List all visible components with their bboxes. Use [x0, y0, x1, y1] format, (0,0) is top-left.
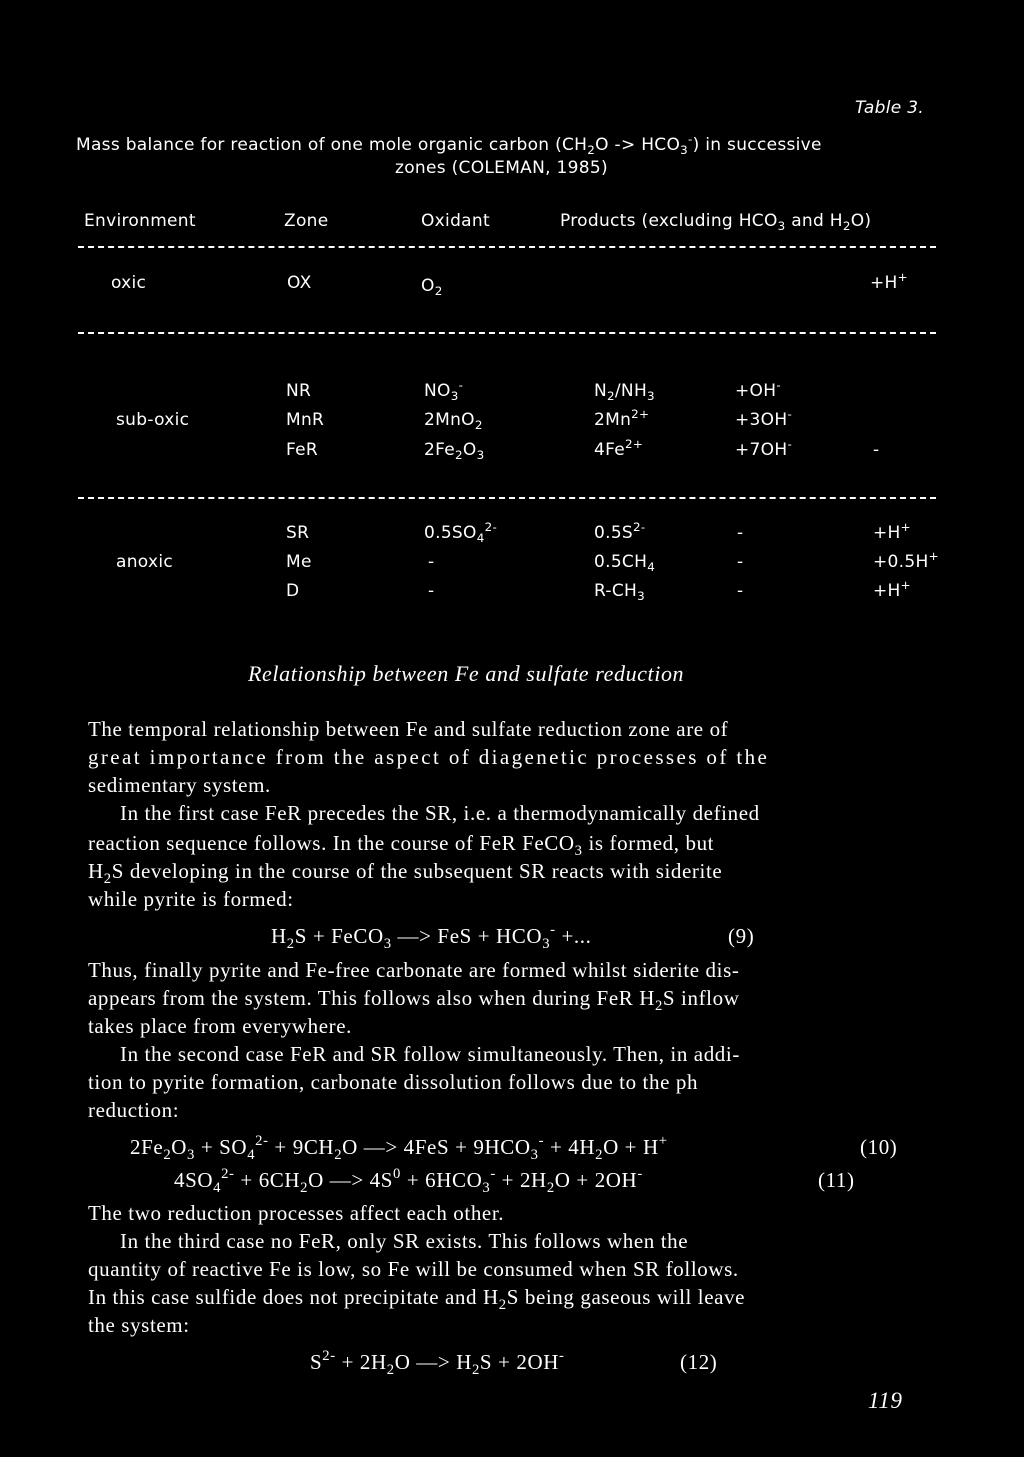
paragraph-line: quantity of reactive Fe is low, so Fe will be consumed when SR follows.	[88, 1257, 739, 1281]
product-7oh: +7OH-	[735, 436, 793, 460]
paragraph-line: In this case sulfide does not precipitate and $H_2S$ being gaseous will leave	[88, 1285, 746, 1314]
product-dash: -	[873, 440, 880, 460]
paragraph-line: takes place from everywhere.	[88, 1014, 353, 1038]
paragraph-line: great importance from the aspect of diagenetic processes of the	[88, 745, 770, 769]
oxidant-no3: $NO_3^-$	[424, 377, 464, 404]
product-ch4: $0.5CH_4$	[594, 552, 656, 575]
table-caption-line2: zones (COLEMAN, 1985)	[395, 158, 608, 178]
product-h: +H+	[873, 519, 911, 543]
table-caption-line1: Mass balance for reaction of one mole organic carbon $(CH_2O -> HCO_3^-)$ in successive	[76, 131, 822, 158]
equation-number: (12)	[680, 1350, 718, 1374]
env-oxic: oxic	[111, 273, 147, 293]
paragraph-line: In the first case FeR precedes the SR, i.e. a thermodynamically defined	[120, 801, 760, 825]
paragraph-line: The two reduction processes affect each other.	[88, 1201, 505, 1225]
table-number: Table 3.	[855, 98, 925, 118]
paragraph-line: the system:	[88, 1313, 190, 1337]
oxidant-fe2o3: $2Fe_2O_3$	[424, 440, 485, 463]
product-n2-nh3: $N_2/NH_3$	[594, 381, 655, 404]
oxidant-o2: $O_2$	[421, 276, 443, 299]
paragraph-line: tion to pyrite formation, carbonate dissolution follows due to the ph	[88, 1070, 699, 1094]
equation-number: (10)	[860, 1135, 898, 1159]
zone-d: D	[286, 581, 300, 601]
zone-fer: FeR	[286, 440, 319, 460]
equation-10: $2Fe_2O_3 + SO_4^{2-} + 9CH_2O$ —> $4FeS + 9HCO_3^- + 4H_2O + H^+$	[130, 1133, 668, 1164]
oxidant-dash: -	[428, 581, 435, 601]
product-dash: -	[737, 523, 744, 543]
zone-mnr: MnR	[286, 410, 325, 430]
page-number: 119	[868, 1388, 903, 1413]
env-anoxic: anoxic	[116, 552, 174, 572]
product-3oh: +3OH-	[735, 406, 793, 430]
header-products: Products (excluding $HCO_3$ and $H_2O$)	[560, 211, 872, 234]
product-h: +H+	[873, 577, 911, 601]
product-fe: $4Fe^{2+}$	[594, 436, 644, 460]
paragraph-line: sedimentary system.	[88, 773, 271, 797]
zone-ox: OX	[287, 273, 312, 293]
product-mn: $2Mn^{2+}$	[594, 406, 650, 430]
paragraph-line: Thus, finally pyrite and Fe-free carbonate are formed whilst siderite dis-	[88, 958, 740, 982]
header-oxidant: Oxidant	[421, 211, 490, 231]
paragraph-line: while pyrite is formed:	[88, 887, 294, 911]
product-s: $0.5S^{2-}$	[594, 519, 646, 543]
zone-sr: SR	[286, 523, 310, 543]
header-zone: Zone	[284, 211, 329, 231]
equation-number: (9)	[728, 924, 755, 948]
equation-9: $H_2S$ + FeCO$_3$ —> FeS + $HCO_3^-$ +...	[271, 922, 592, 953]
product-dash: -	[737, 581, 744, 601]
equation-number: (11)	[818, 1168, 855, 1192]
table-divider	[78, 497, 936, 499]
table-divider	[78, 246, 936, 248]
oxidant-mno2: 2MnO$_2$	[424, 410, 483, 433]
paragraph-line: The temporal relationship between Fe and sulfate reduction zone are of	[88, 717, 729, 741]
paragraph-line: appears from the system. This follows also when during FeR $H_2S$ inflow	[88, 986, 740, 1015]
equation-12: $S^{2-} + 2H_2O$ —> $H_2S + 2OH^-$	[310, 1348, 565, 1379]
paragraph-line: $H_2S$ developing in the course of the subsequent SR reacts with siderite	[88, 859, 723, 888]
table-divider	[78, 332, 936, 334]
product-rch3: $R-CH_3$	[594, 581, 645, 604]
paragraph-line: In the second case FeR and SR follow simultaneously. Then, in addi-	[120, 1042, 740, 1066]
paragraph-line: reduction:	[88, 1098, 180, 1122]
product-dash: -	[737, 552, 744, 572]
zone-nr: NR	[286, 381, 312, 401]
paragraph-line: In the third case no FeR, only SR exists. This follows when the	[120, 1229, 689, 1253]
zone-me: Me	[286, 552, 312, 572]
paragraph-line: reaction sequence follows. In the course of FeR FeCO$_3$ is formed, but	[88, 831, 715, 860]
section-heading: Relationship between Fe and sulfate reduction	[248, 661, 685, 686]
equation-11: $4SO_4^{2-} + 6CH_2O$ —> $4S^0 + 6HCO_3^- + 2H_2O + 2OH^-$	[174, 1166, 643, 1197]
product-05h: +0.5H+	[873, 548, 939, 572]
header-environment: Environment	[84, 211, 196, 231]
env-suboxic: sub-oxic	[116, 410, 190, 430]
product-oh: +OH-	[735, 377, 781, 401]
oxidant-so4: $0.5SO_4^{2-}$	[424, 519, 498, 546]
product-h: +H+	[870, 269, 908, 293]
oxidant-dash: -	[428, 552, 435, 572]
